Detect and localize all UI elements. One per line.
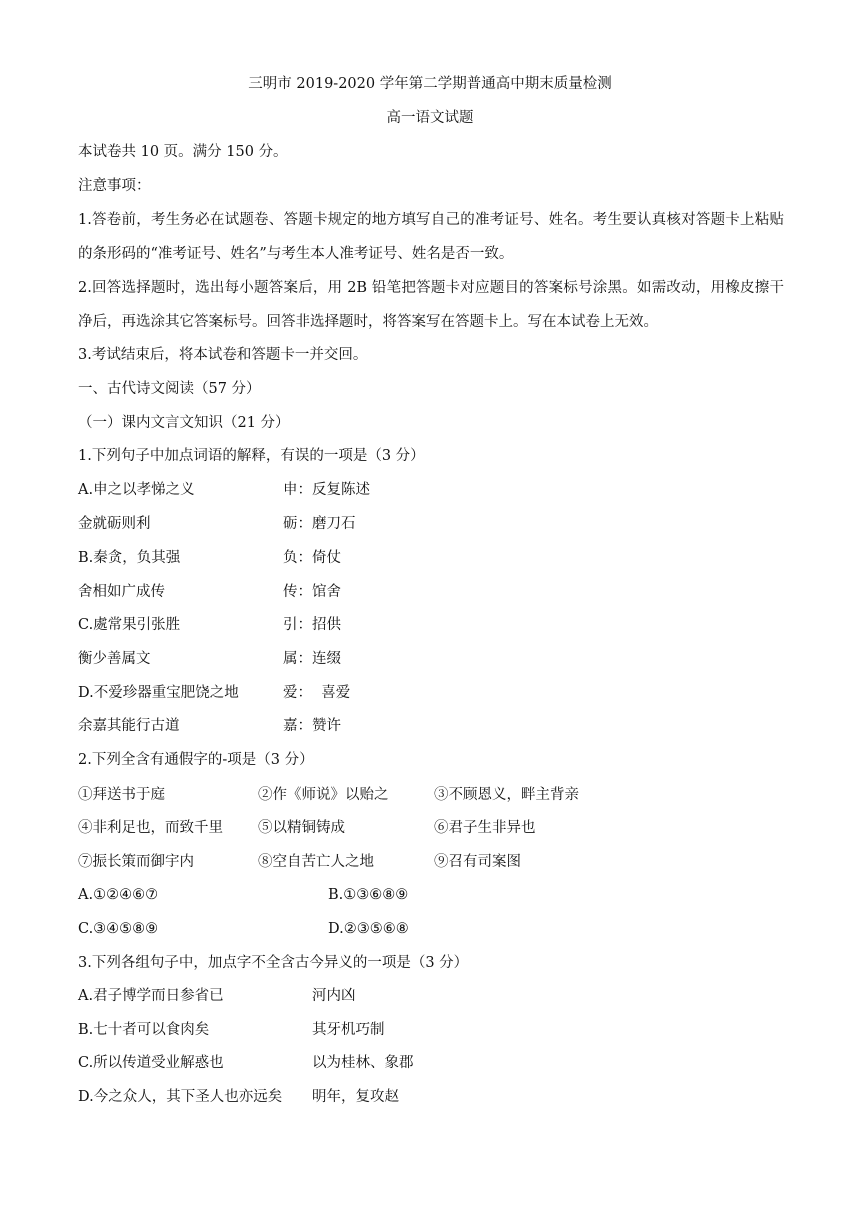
q1-gloss: 传：馆舍: [283, 584, 341, 600]
q2-item: ⑤以精铜铸成: [258, 820, 345, 836]
note-1: 1.答卷前，考生务必在试题卷、答题卡规定的地方填写自己的准考证号、姓名。考生要认真核对答题卡上粘贴的条形码的“准考证号、姓名”与考生本人准考证号、姓名是否一致。: [78, 212, 784, 262]
q1-gloss: 申：反复陈述: [283, 482, 370, 498]
q2-item: ②作《师说》以贻之: [258, 787, 389, 803]
q2-item: ⑥君子生非异也: [434, 820, 536, 836]
q2-item: ④非利足也，而致千里: [78, 820, 223, 836]
q3-option-left: C.所以传道受业解惑也: [78, 1055, 224, 1071]
q1-gloss: 嘉：赞许: [283, 718, 341, 734]
q3-option-left: D.今之众人，其下圣人也亦远矣: [78, 1089, 283, 1105]
q1-sentence: D.不爱珍器重宝肥饶之地: [78, 685, 239, 701]
q2-item: ⑦振长策而御宇内: [78, 854, 194, 870]
section-heading: 一、古代诗文阅读（57 分）: [78, 381, 261, 397]
q3-option-right: 明年，复攻赵: [312, 1089, 399, 1105]
q1-sentence: B.秦贪，负其强: [78, 550, 181, 566]
q3-option-right: 其牙机巧制: [312, 1022, 385, 1038]
note-2: 2.回答选择题时，选出每小题答案后，用 2B 铅笔把答题卡对应题目的答案标号涂黑。如需改动，用橡皮擦干净后，再选涂其它答案标号。回答非选择题时，将答案写在答题卡上。写在本试卷上无效。: [78, 280, 784, 330]
q1-sentence: 舍相如广成传: [78, 584, 165, 600]
q3-option-right: 河内凶: [312, 988, 356, 1004]
page-title: 三明市 2019-2020 学年第二学期普通高中期末质量检测: [248, 76, 612, 92]
q1-sentence: 衡少善属文: [78, 651, 151, 667]
q2-option-b: B.①③⑥⑧⑨: [328, 887, 409, 903]
q2-option-a: A.①②④⑥⑦: [78, 887, 159, 903]
q1-gloss: 引：招供: [283, 617, 341, 633]
page-count-line: 本试卷共 10 页。满分 150 分。: [78, 144, 288, 160]
q2-item: ①拜送书于庭: [78, 787, 165, 803]
q1-gloss: 属：连缀: [283, 651, 341, 667]
q1-gloss: 爱： 喜爱: [283, 685, 351, 701]
question-1-stem: 1.下列句子中加点词语的解释，有误的一项是（3 分）: [78, 448, 425, 464]
q1-sentence: C.處常果引张胜: [78, 617, 181, 633]
q3-option-left: B.七十者可以食肉矣: [78, 1022, 210, 1038]
q2-item: ③不顾恩义，畔主背亲: [434, 787, 579, 803]
q2-option-c: C.③④⑤⑧⑨: [78, 921, 159, 937]
q2-option-d: D.②③⑤⑥⑧: [328, 921, 409, 937]
q2-item: ⑨召有司案图: [434, 854, 521, 870]
question-3-stem: 3.下列各组句子中，加点字不全含古今异义的一项是（3 分）: [78, 955, 469, 971]
question-2-stem: 2.下列全含有通假字的-项是（3 分）: [78, 752, 314, 768]
q1-sentence: 余嘉其能行古道: [78, 718, 180, 734]
q1-sentence: 金就砺则利: [78, 516, 151, 532]
q1-gloss: 砺：磨刀石: [283, 516, 356, 532]
q1-sentence: A.申之以孝悌之义: [78, 482, 195, 498]
sub-section-heading: （一）课内文言文知识（21 分）: [78, 415, 290, 431]
q2-item: ⑧空自苦亡人之地: [258, 854, 374, 870]
notes-heading: 注意事项：: [78, 178, 151, 194]
q3-option-right: 以为桂林、象郡: [312, 1055, 414, 1071]
page-subtitle: 高一语文试题: [386, 110, 474, 126]
q3-option-left: A.君子博学而日参省已: [78, 988, 224, 1004]
note-3: 3.考试结束后，将本试卷和答题卡一并交回。: [78, 347, 368, 363]
q1-gloss: 负：倚仗: [283, 550, 341, 566]
